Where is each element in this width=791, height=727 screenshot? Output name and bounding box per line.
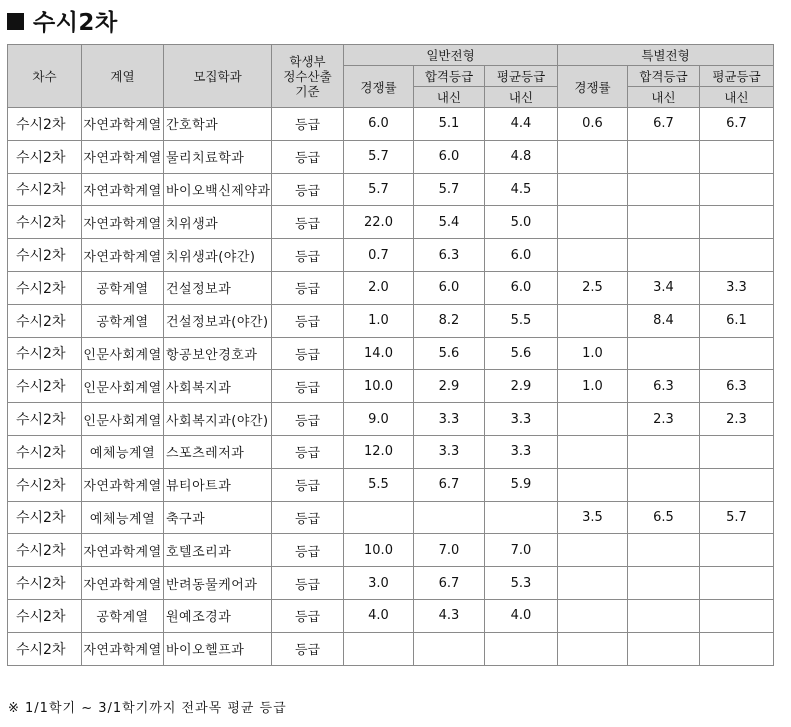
cell-general-avg-grade — [485, 632, 558, 665]
cell-field: 자연과학계열 — [82, 632, 164, 665]
cell-special-competition: 2.5 — [558, 271, 628, 304]
cell-field: 예체능계열 — [82, 435, 164, 468]
table-row — [8, 501, 774, 534]
cell-special-competition — [558, 567, 628, 600]
cell-round: 수시2차 — [8, 173, 82, 206]
cell-general-avg-grade: 4.5 — [485, 173, 558, 206]
page-title-text: 수시2차 — [33, 9, 118, 36]
cell-field: 인문사회계열 — [82, 370, 164, 403]
cell-field: 자연과학계열 — [82, 468, 164, 501]
cell-field: 인문사회계열 — [82, 337, 164, 370]
footnote: ※ 1/1학기 ~ 3/1학기까지 전과목 평균 등급 — [8, 701, 287, 716]
cell-special-competition: 1.0 — [558, 337, 628, 370]
table-header — [8, 45, 774, 108]
cell-general-competition: 22.0 — [344, 206, 414, 239]
cell-round: 수시2차 — [8, 468, 82, 501]
cell-round: 수시2차 — [8, 632, 82, 665]
cell-general-competition: 5.7 — [344, 173, 414, 206]
cell-major: 물리치료학과 — [164, 140, 272, 173]
cell-general-pass-grade: 6.3 — [414, 239, 485, 272]
table-row — [8, 599, 774, 632]
cell-general-pass-grade: 8.2 — [414, 304, 485, 337]
cell-special-pass-grade — [628, 534, 700, 567]
cell-general-competition: 5.7 — [344, 140, 414, 173]
cell-general-avg-grade: 4.8 — [485, 140, 558, 173]
cell-general-competition: 3.0 — [344, 567, 414, 600]
cell-special-avg-grade — [700, 173, 774, 206]
table-row — [8, 173, 774, 206]
cell-general-avg-grade: 7.0 — [485, 534, 558, 567]
cell-criteria: 등급 — [272, 337, 344, 370]
cell-special-pass-grade — [628, 337, 700, 370]
header-general-pass-naesin: 내신 — [414, 87, 485, 108]
cell-special-pass-grade: 8.4 — [628, 304, 700, 337]
cell-criteria: 등급 — [272, 304, 344, 337]
cell-major: 반려동물케어과 — [164, 567, 272, 600]
cell-criteria: 등급 — [272, 206, 344, 239]
cell-field: 인문사회계열 — [82, 403, 164, 436]
cell-special-avg-grade — [700, 567, 774, 600]
header-special-pass-naesin: 내신 — [628, 87, 700, 108]
cell-special-avg-grade — [700, 468, 774, 501]
cell-special-pass-grade: 3.4 — [628, 271, 700, 304]
table-row — [8, 403, 774, 436]
header-special-avg-grade: 평균등급 — [700, 66, 774, 87]
cell-special-avg-grade: 3.3 — [700, 271, 774, 304]
cell-general-pass-grade: 5.6 — [414, 337, 485, 370]
cell-general-avg-grade: 5.5 — [485, 304, 558, 337]
cell-general-pass-grade: 2.9 — [414, 370, 485, 403]
cell-special-pass-grade — [628, 140, 700, 173]
page-title — [7, 3, 118, 37]
header-general-pass-grade: 합격등급 — [414, 66, 485, 87]
cell-major: 사회복지과(야간) — [164, 403, 272, 436]
cell-general-avg-grade: 2.9 — [485, 370, 558, 403]
cell-field: 공학계열 — [82, 271, 164, 304]
table-body — [8, 108, 774, 666]
table-row — [8, 370, 774, 403]
cell-major: 호텔조리과 — [164, 534, 272, 567]
cell-general-competition: 4.0 — [344, 599, 414, 632]
cell-major: 치위생과(야간) — [164, 239, 272, 272]
cell-criteria: 등급 — [272, 468, 344, 501]
cell-general-competition: 14.0 — [344, 337, 414, 370]
cell-general-pass-grade: 7.0 — [414, 534, 485, 567]
cell-criteria: 등급 — [272, 567, 344, 600]
cell-criteria: 등급 — [272, 599, 344, 632]
cell-round: 수시2차 — [8, 370, 82, 403]
cell-field: 공학계열 — [82, 304, 164, 337]
cell-special-competition — [558, 468, 628, 501]
cell-general-competition: 10.0 — [344, 370, 414, 403]
cell-general-pass-grade: 5.1 — [414, 108, 485, 141]
cell-round: 수시2차 — [8, 239, 82, 272]
cell-general-pass-grade: 6.0 — [414, 271, 485, 304]
cell-field: 예체능계열 — [82, 501, 164, 534]
cell-criteria: 등급 — [272, 370, 344, 403]
cell-special-avg-grade — [700, 534, 774, 567]
cell-major: 원예조경과 — [164, 599, 272, 632]
cell-round: 수시2차 — [8, 304, 82, 337]
cell-field: 자연과학계열 — [82, 567, 164, 600]
cell-special-competition — [558, 599, 628, 632]
table-row — [8, 206, 774, 239]
cell-general-pass-grade — [414, 501, 485, 534]
cell-special-avg-grade — [700, 435, 774, 468]
cell-special-avg-grade: 6.7 — [700, 108, 774, 141]
cell-special-pass-grade — [628, 206, 700, 239]
cell-general-pass-grade: 6.7 — [414, 468, 485, 501]
cell-general-avg-grade — [485, 501, 558, 534]
header-special-pass-grade: 합격등급 — [628, 66, 700, 87]
cell-special-avg-grade — [700, 599, 774, 632]
header-general: 일반전형 — [344, 45, 558, 66]
table-row — [8, 239, 774, 272]
cell-special-competition: 0.6 — [558, 108, 628, 141]
header-field: 계열 — [82, 45, 164, 108]
cell-general-pass-grade: 3.3 — [414, 435, 485, 468]
cell-special-pass-grade: 6.3 — [628, 370, 700, 403]
cell-general-pass-grade — [414, 632, 485, 665]
cell-field: 자연과학계열 — [82, 206, 164, 239]
cell-criteria: 등급 — [272, 501, 344, 534]
cell-special-avg-grade — [700, 632, 774, 665]
cell-special-competition — [558, 239, 628, 272]
cell-general-pass-grade: 3.3 — [414, 403, 485, 436]
cell-field: 자연과학계열 — [82, 173, 164, 206]
cell-major: 뷰티아트과 — [164, 468, 272, 501]
header-general-avg-grade: 평균등급 — [485, 66, 558, 87]
cell-special-avg-grade: 6.3 — [700, 370, 774, 403]
header-general-avg-naesin: 내신 — [485, 87, 558, 108]
cell-round: 수시2차 — [8, 567, 82, 600]
header-special-avg-naesin: 내신 — [700, 87, 774, 108]
cell-criteria: 등급 — [272, 632, 344, 665]
cell-round: 수시2차 — [8, 501, 82, 534]
table-row — [8, 435, 774, 468]
cell-general-pass-grade: 6.0 — [414, 140, 485, 173]
cell-general-avg-grade: 6.0 — [485, 239, 558, 272]
cell-general-competition: 5.5 — [344, 468, 414, 501]
cell-special-avg-grade — [700, 206, 774, 239]
cell-major: 건설정보과 — [164, 271, 272, 304]
cell-field: 자연과학계열 — [82, 108, 164, 141]
cell-round: 수시2차 — [8, 140, 82, 173]
square-bullet-icon — [7, 13, 24, 30]
cell-general-pass-grade: 6.7 — [414, 567, 485, 600]
cell-special-pass-grade: 2.3 — [628, 403, 700, 436]
table-row — [8, 468, 774, 501]
cell-criteria: 등급 — [272, 239, 344, 272]
cell-general-competition — [344, 632, 414, 665]
cell-major: 치위생과 — [164, 206, 272, 239]
header-special-competition: 경쟁률 — [558, 66, 628, 108]
table-row — [8, 632, 774, 665]
cell-general-pass-grade: 4.3 — [414, 599, 485, 632]
cell-special-pass-grade — [628, 435, 700, 468]
cell-major: 사회복지과 — [164, 370, 272, 403]
cell-general-avg-grade: 5.0 — [485, 206, 558, 239]
cell-field: 자연과학계열 — [82, 140, 164, 173]
table-row — [8, 140, 774, 173]
cell-special-pass-grade — [628, 599, 700, 632]
cell-general-competition: 10.0 — [344, 534, 414, 567]
cell-major: 바이오백신제약과 — [164, 173, 272, 206]
cell-major: 간호학과 — [164, 108, 272, 141]
cell-special-competition — [558, 140, 628, 173]
cell-special-competition — [558, 435, 628, 468]
cell-round: 수시2차 — [8, 534, 82, 567]
cell-general-avg-grade: 6.0 — [485, 271, 558, 304]
cell-general-avg-grade: 5.6 — [485, 337, 558, 370]
cell-criteria: 등급 — [272, 173, 344, 206]
cell-special-competition — [558, 206, 628, 239]
cell-major: 스포츠레저과 — [164, 435, 272, 468]
cell-round: 수시2차 — [8, 337, 82, 370]
cell-round: 수시2차 — [8, 599, 82, 632]
cell-general-competition — [344, 501, 414, 534]
cell-field: 자연과학계열 — [82, 534, 164, 567]
cell-general-competition: 2.0 — [344, 271, 414, 304]
cell-special-pass-grade — [628, 567, 700, 600]
cell-general-pass-grade: 5.4 — [414, 206, 485, 239]
table-row — [8, 271, 774, 304]
cell-general-avg-grade: 4.0 — [485, 599, 558, 632]
header-round: 차수 — [8, 45, 82, 108]
cell-criteria: 등급 — [272, 435, 344, 468]
cell-special-pass-grade: 6.5 — [628, 501, 700, 534]
table-row — [8, 337, 774, 370]
cell-major: 바이오헬프과 — [164, 632, 272, 665]
cell-special-avg-grade — [700, 140, 774, 173]
table-row — [8, 108, 774, 141]
cell-special-avg-grade: 6.1 — [700, 304, 774, 337]
cell-special-pass-grade — [628, 632, 700, 665]
cell-major: 건설정보과(야간) — [164, 304, 272, 337]
header-major: 모집학과 — [164, 45, 272, 108]
cell-round: 수시2차 — [8, 403, 82, 436]
cell-special-pass-grade: 6.7 — [628, 108, 700, 141]
cell-general-competition: 0.7 — [344, 239, 414, 272]
cell-criteria: 등급 — [272, 108, 344, 141]
cell-major: 축구과 — [164, 501, 272, 534]
cell-general-competition: 6.0 — [344, 108, 414, 141]
cell-special-competition — [558, 403, 628, 436]
cell-general-avg-grade: 4.4 — [485, 108, 558, 141]
cell-special-competition — [558, 173, 628, 206]
header-general-competition: 경쟁률 — [344, 66, 414, 108]
header-special: 특별전형 — [558, 45, 774, 66]
cell-round: 수시2차 — [8, 108, 82, 141]
header-criteria: 학생부 정수산출 기준 — [272, 45, 344, 108]
cell-special-pass-grade — [628, 468, 700, 501]
cell-special-avg-grade — [700, 337, 774, 370]
table-row — [8, 534, 774, 567]
cell-special-competition — [558, 304, 628, 337]
table-row — [8, 304, 774, 337]
cell-special-avg-grade: 5.7 — [700, 501, 774, 534]
cell-general-avg-grade: 3.3 — [485, 435, 558, 468]
cell-major: 항공보안경호과 — [164, 337, 272, 370]
cell-general-competition: 12.0 — [344, 435, 414, 468]
cell-criteria: 등급 — [272, 534, 344, 567]
cell-field: 공학계열 — [82, 599, 164, 632]
cell-general-avg-grade: 3.3 — [485, 403, 558, 436]
table-row — [8, 567, 774, 600]
cell-special-competition — [558, 632, 628, 665]
admission-results-table — [7, 44, 774, 666]
cell-criteria: 등급 — [272, 271, 344, 304]
cell-special-avg-grade — [700, 239, 774, 272]
cell-general-competition: 1.0 — [344, 304, 414, 337]
cell-field: 자연과학계열 — [82, 239, 164, 272]
cell-general-competition: 9.0 — [344, 403, 414, 436]
cell-round: 수시2차 — [8, 435, 82, 468]
cell-general-avg-grade: 5.9 — [485, 468, 558, 501]
cell-special-competition: 1.0 — [558, 370, 628, 403]
cell-special-avg-grade: 2.3 — [700, 403, 774, 436]
cell-round: 수시2차 — [8, 271, 82, 304]
cell-criteria: 등급 — [272, 403, 344, 436]
cell-round: 수시2차 — [8, 206, 82, 239]
cell-criteria: 등급 — [272, 140, 344, 173]
cell-special-pass-grade — [628, 239, 700, 272]
cell-special-competition — [558, 534, 628, 567]
cell-general-avg-grade: 5.3 — [485, 567, 558, 600]
cell-general-pass-grade: 5.7 — [414, 173, 485, 206]
cell-special-pass-grade — [628, 173, 700, 206]
cell-special-competition: 3.5 — [558, 501, 628, 534]
